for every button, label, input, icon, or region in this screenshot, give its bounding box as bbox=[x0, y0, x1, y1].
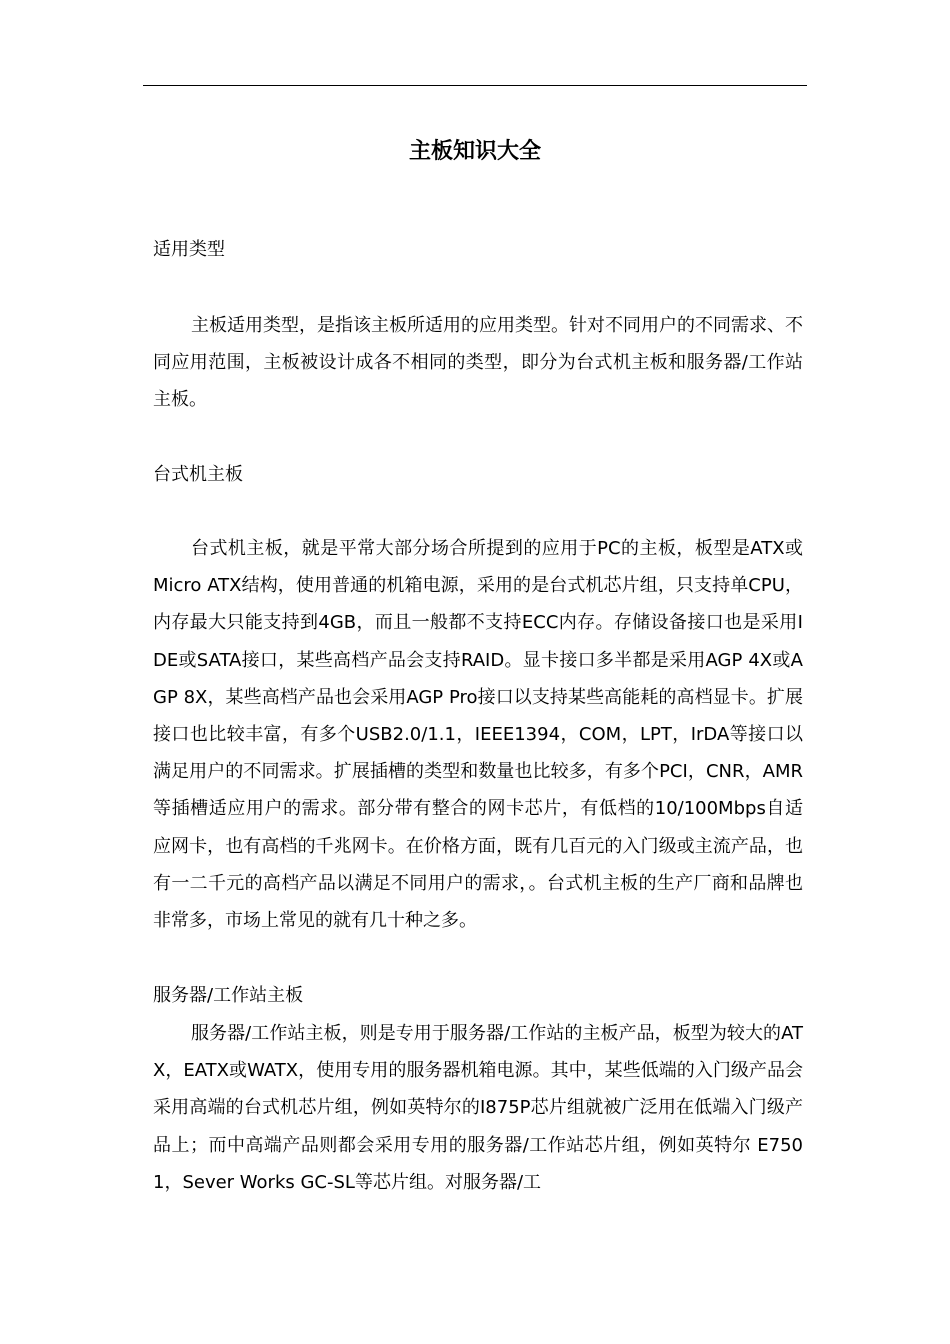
section-body-desktop-board: 台式机主板，就是平常大部分场合所提到的应用于PC的主板，板型是ATX或Micro ATX结构，使用普通的机箱电源，采用的是台式机芯片组，只支持单CPU，内存最大只能支持到4GB，而且一般都不支持ECC内存。存储设备接口也是采用IDE或SATA接口，某些高档产品会支持RAID。显卡接口多半都是采用AGP 4X或AGP 8X，某些高档产品也会采用AGP Pro接口以支持某些高能耗的高档显卡。扩展接口也比较丰富，有多个USB2.0/1.1，IEEE1394，COM，LPT，IrDA等接口以满足用户的不同需求。扩展插槽的类型和数量也比较多，有多个PCI，CNR，AMR等插槽适应用户的需求。部分带有整合的网卡芯片，有低档的10/100Mbps自适应网卡，也有高档的千兆网卡。在价格方面，既有几百元的入门级或主流产品，也有一二千元的高档产品以满足不同用户的需求，。台式机主板的生产厂商和品牌也非常多，市场上常见的就有几十种之多。 bbox=[153, 538, 803, 932]
document-title: 主板知识大全 bbox=[408, 139, 541, 164]
section-body-server-board: 服务器/工作站主板，则是专用于服务器/工作站的主板产品，板型为较大的ATX，EATX或WATX，使用专用的服务器机箱电源。其中，某些低端的入门级产品会采用高端的台式机芯片组，例如英特尔的I875P芯片组就被广泛用在低端入门级产品上；而中高端产品则都会采用专用的服务器/工作站芯片组，例如英特尔 E7501，Sever Works GC-SL等芯片组。对服务器/工 bbox=[153, 1023, 803, 1193]
section-body-usage-types: 主板适用类型，是指该主板所适用的应用类型。针对不同用户的不同需求、不同应用范围，主板被设计成各不相同的类型，即分为台式机主板和服务器/工作站主板。 bbox=[153, 315, 803, 411]
section-heading-server-board: 服务器/工作站主板 bbox=[153, 985, 304, 1006]
section-heading-usage-types: 适用类型 bbox=[153, 239, 225, 260]
section-heading-desktop-board: 台式机主板 bbox=[153, 464, 243, 485]
header-rule bbox=[143, 85, 807, 86]
